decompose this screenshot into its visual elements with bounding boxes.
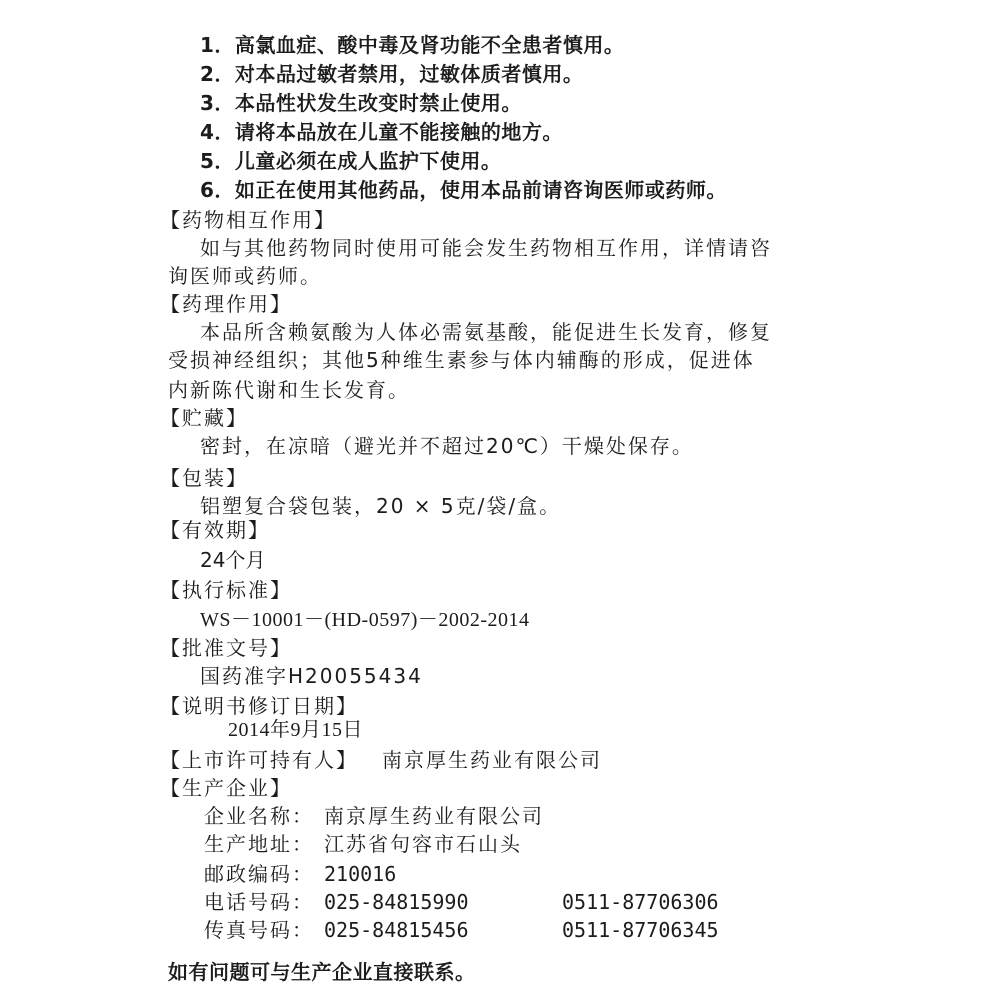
validity-text: 24个月 [200, 548, 266, 572]
pharmacology-line-1: 本品所含赖氨酸为人体必需氨基酸，能促进生长发育，修复 [200, 320, 772, 344]
manufacturer-postcode: 210016 [324, 862, 397, 886]
manufacturer-heading: 【生产企业】 [160, 776, 292, 800]
precaution-item-2: 2．对本品过敏者禁用，过敏体质者慎用。 [200, 62, 584, 86]
manufacturer-name-label: 企业名称： [204, 804, 314, 828]
contact-note: 如有问题可与生产企业直接联系。 [168, 960, 476, 984]
package-heading: 【包装】 [160, 466, 248, 490]
manufacturer-phone-2: 0511-87706306 [562, 890, 719, 914]
precaution-item-4: 4．请将本品放在儿童不能接触的地方。 [200, 120, 563, 144]
interaction-heading: 【药物相互作用】 [160, 208, 336, 232]
storage-heading: 【贮藏】 [160, 406, 248, 430]
storage-text: 密封，在凉暗（避光并不超过20℃）干燥处保存。 [200, 434, 694, 458]
manufacturer-phone-label: 电话号码： [204, 890, 314, 914]
precaution-item-5: 5．儿童必须在成人监护下使用。 [200, 149, 502, 173]
manufacturer-phone-1: 025-84815990 [324, 890, 469, 914]
pharmacology-line-2: 受损神经组织；其他5种维生素参与体内辅酶的形成，促进体 [168, 348, 755, 372]
approval-heading: 【批准文号】 [160, 636, 292, 660]
holder-heading: 【上市许可持有人】 [160, 748, 358, 772]
approval-text: 国药准字H20055434 [200, 664, 423, 688]
standard-heading: 【执行标准】 [160, 578, 292, 602]
pharmacology-line-3: 内新陈代谢和生长发育。 [168, 378, 410, 402]
manufacturer-address: 江苏省句容市石山头 [324, 832, 522, 856]
precaution-item-6: 6．如正在使用其他药品，使用本品前请咨询医师或药师。 [200, 178, 727, 202]
revision-text: 2014年9月15日 [228, 719, 363, 741]
manufacturer-address-label: 生产地址： [204, 832, 314, 856]
manufacturer-fax-2: 0511-87706345 [562, 918, 719, 942]
interaction-line-2: 询医师或药师。 [168, 264, 322, 288]
manufacturer-name: 南京厚生药业有限公司 [324, 804, 544, 828]
manufacturer-postcode-label: 邮政编码： [204, 862, 314, 886]
revision-heading: 【说明书修订日期】 [160, 694, 358, 718]
manufacturer-fax-label: 传真号码： [204, 918, 314, 942]
precaution-item-3: 3．本品性状发生改变时禁止使用。 [200, 91, 522, 115]
standard-text: WS－10001－(HD-0597)－2002-2014 [200, 609, 530, 631]
validity-heading: 【有效期】 [160, 518, 270, 542]
pharmacology-heading: 【药理作用】 [160, 292, 292, 316]
package-text: 铝塑复合袋包装，20 × 5克/袋/盒。 [200, 494, 562, 518]
manufacturer-fax-1: 025-84815456 [324, 918, 469, 942]
holder-value: 南京厚生药业有限公司 [382, 748, 602, 772]
interaction-line-1: 如与其他药物同时使用可能会发生药物相互作用，详情请咨 [200, 236, 772, 260]
precaution-item-1: 1．高氯血症、酸中毒及肾功能不全患者慎用。 [200, 33, 625, 57]
